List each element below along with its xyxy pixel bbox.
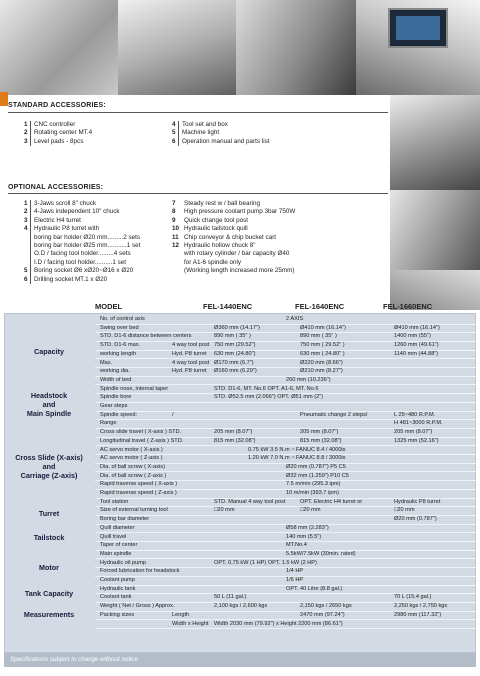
spec-label: Gear steps xyxy=(100,403,128,409)
list-item: 4 Tool set and box xyxy=(172,121,228,128)
spec-value-model-2: 5.5kW/7.5kW (30min. rated) xyxy=(286,550,356,557)
controller-photo xyxy=(356,0,480,95)
spec-value-model-2: Ø220 mm (8.66") xyxy=(300,359,343,366)
spec-sublabel: Width x Height xyxy=(172,620,209,627)
list-item: 4 Hydraulic P8 turret with xyxy=(24,225,100,233)
list-item: with rotary cylinder / bar capacity Ø40 xyxy=(184,250,290,258)
spec-value-model-2: □20 mm xyxy=(300,507,321,514)
controller-screen-icon xyxy=(388,8,448,48)
spec-value-model-2: Ø210 mm (8.27") xyxy=(300,368,343,375)
spec-value-model-2: STD. D1-6, MT. No.6 OPT. A1-6, MT. No.6 xyxy=(214,385,319,392)
list-item: for A1-6 spindle only xyxy=(184,258,242,266)
spec-label: Boring bar diameter xyxy=(100,516,150,523)
category-tailstock: Tailstock xyxy=(33,533,65,542)
list-item: 3 Electric H4 turret xyxy=(24,216,81,224)
spec-value-model-1: Ø170 mm (6.7") xyxy=(214,359,254,366)
list-item: 6 Operation manual and parts list xyxy=(172,137,270,145)
spec-value-model-1: 815 mm (32.08") xyxy=(214,437,256,444)
list-item: 12 Hydraulic hollow chuck 8" xyxy=(172,242,256,250)
spec-sublabel: Hyd. P8 turret xyxy=(172,368,207,375)
model-label: MODEL xyxy=(95,302,123,311)
spec-value-model-3: 1325 mm (52.16") xyxy=(394,437,439,444)
list-item: boring bar holder Ø20 mm.........2 sets xyxy=(24,234,140,242)
spec-label: Packing sizes xyxy=(100,611,135,618)
list-item: I.D / facing tool holder..........1 set xyxy=(24,259,140,267)
spec-value-model-1: 205 mm (8.07") xyxy=(214,429,253,436)
category-motor: Motor xyxy=(39,563,59,572)
accessory-photo-2 xyxy=(390,190,480,270)
list-item: 2 Rotating center MT.4 xyxy=(24,129,93,137)
spec-label: Spindle nose, internal taper xyxy=(100,385,169,392)
spec-label: Taper of center xyxy=(100,542,138,549)
spec-value-model-2: STD. Ø52.5 mm (2.066") OPT. Ø51 mm (2") xyxy=(214,394,324,401)
optional-accessories-rule xyxy=(8,193,388,194)
spec-value-model-1: 890 mm ( 35" ) xyxy=(214,333,251,340)
spec-value-model-2: Ø32 mm (1.259") P10 C5 xyxy=(286,472,349,479)
spec-value-model-2: Pneumatic change 2 steps/ xyxy=(300,411,368,418)
spec-value-model-1: 750 mm (29.52") xyxy=(214,342,256,349)
standard-accessories-rule xyxy=(8,112,388,113)
model-1: FEL-1440ENC xyxy=(203,302,253,311)
spec-value-model-2: 1.20 kW 7.0 N.m ~ FANUC 8.8 / 3000is xyxy=(248,455,346,462)
spec-value-model-3: Ø410 mm (16.14") xyxy=(394,324,440,331)
spec-label: STD. D1-6 max. xyxy=(100,342,141,349)
spec-label: STD. D1-6 distance between centers xyxy=(100,333,192,340)
table-row-divider xyxy=(95,628,476,629)
spec-value-model-3: H 481~3000 R.P.M. xyxy=(394,420,443,427)
footer-note: Specifications subject to change without notice xyxy=(4,653,476,667)
spec-value-model-2: 205 mm (8.07") xyxy=(300,429,339,436)
spec-value-model-1: STD. Manual 4 way tool post xyxy=(214,498,286,505)
spec-value-model-2: OPT. Electric H4 turret or xyxy=(300,498,363,505)
list-item: 6 Drilling socket MT.1 x Ø20 xyxy=(24,275,108,283)
standard-list-right xyxy=(172,121,270,146)
lathe-photo-3 xyxy=(236,0,356,95)
spec-label: Coolant tank xyxy=(100,594,132,601)
category-cross-slide: Cross Slide (X-axis) and Carriage (Z-axis) xyxy=(15,453,83,480)
spec-label: Longitudinal travel ( Z-axis ) STD. xyxy=(100,437,184,444)
spec-value-model-1: 50 L (11 gal.) xyxy=(214,594,247,601)
spec-value-model-2: 815 mm (32.08") xyxy=(300,437,342,444)
spec-value-model-2: 2 AXIS xyxy=(286,316,304,322)
spec-label: Quill travel xyxy=(100,533,127,540)
category-turret: Turret xyxy=(38,509,60,518)
spec-value-model-3: 70 L (15.4 gal.) xyxy=(394,594,432,601)
list-item: 5 Machine light xyxy=(172,129,220,137)
spec-label: Cross slide travel ( X-axis ) STD. xyxy=(100,429,182,436)
list-item: 7 Steady rest w / ball bearing xyxy=(172,200,260,207)
standard-accessories-title: STANDARD ACCESSORIES: xyxy=(8,102,106,109)
list-item: 11 Chip conveyor & chip bucket cart xyxy=(172,233,277,241)
lathe-photo-2 xyxy=(118,0,236,95)
spec-value-model-2: 890 mm ( 35" ) xyxy=(300,333,337,340)
spec-label: Dia. of ball screw ( X-axis) xyxy=(100,463,165,470)
spec-label: Hydraulic oil pump xyxy=(100,559,147,566)
lathe-photo-1 xyxy=(0,0,118,95)
list-item: O.D / facing tool holder.........4 sets xyxy=(24,250,140,258)
spec-sublabel: Length xyxy=(172,611,190,618)
product-photo-strip xyxy=(0,0,480,95)
optional-accessories-title: OPTIONAL ACCESSORIES: xyxy=(8,184,104,191)
spec-label: Spindle bore xyxy=(100,394,132,401)
list-item: (Working length increased more 25mm) xyxy=(184,267,295,275)
spec-value-model-1: 630 mm (24.80") xyxy=(214,350,256,357)
spec-value-model-2: 10 m/min (393.7 ipm) xyxy=(286,490,339,496)
model-3: FEL-1660ENC xyxy=(383,302,433,311)
spec-value-model-3: Hydraulic P8 turret xyxy=(394,498,441,505)
model-2: FEL-1640ENC xyxy=(295,302,345,311)
spec-value-model-1: Ø360 mm (14.17") xyxy=(214,324,260,331)
list-item: 5 Boring socket Ø6 xØ20~Ø16 x Ø20 xyxy=(24,267,134,275)
spec-value-model-2: 2,150 kgs / 2650 kgs xyxy=(300,603,352,610)
spec-label: AC servo motor ( Z-axis ) xyxy=(100,455,163,462)
spec-value-model-1: □20 mm xyxy=(214,507,235,514)
spec-label: Rapid traverse speed ( Z-axis ) xyxy=(100,490,177,496)
list-item: 1 CNC controller xyxy=(24,121,76,128)
spec-label: AC servo motor ( X-axis ) xyxy=(100,446,163,453)
spec-label: working length xyxy=(100,350,137,357)
spec-sublabel: / xyxy=(172,411,174,418)
spec-value-model-2: 2470 mm (97.24") xyxy=(300,611,345,618)
spec-label: Swing over bed xyxy=(100,324,139,331)
spec-value-model-3: 205 mm (8.07") xyxy=(394,429,433,436)
spec-label: No. of control axis xyxy=(100,316,145,322)
standard-list-left xyxy=(24,121,92,146)
spec-value-model-2: 1/6 HP xyxy=(286,577,304,583)
spec-value-model-3: 2,250 kgs / 2,750 kgs xyxy=(394,603,448,610)
spec-value-model-3: □20 mm xyxy=(394,507,415,514)
spec-value-model-2: Ø410 mm (16.14") xyxy=(300,324,346,331)
accent-bar xyxy=(0,92,8,106)
category-tank: Tank Capacity xyxy=(24,589,74,598)
optional-list-left xyxy=(24,200,140,284)
spec-label: Width of bed xyxy=(100,376,132,383)
spec-label: working dia. xyxy=(100,368,130,375)
spec-value-model-2: OPT. 40 Litre (8.8 gal.) xyxy=(286,585,343,592)
spec-label: Rapid traverse speed ( X-axis ) xyxy=(100,481,178,488)
spec-value-model-3: Ø20 mm (0.787") xyxy=(394,516,437,523)
spec-value-model-2: OPT. 0.75 kW (1 HP) OPT. 1.5 kW (2 HP) xyxy=(214,559,317,566)
spec-label: Coolant pump xyxy=(100,577,135,583)
spec-label: Spindle speed: xyxy=(100,411,138,418)
spec-label: Quill diameter xyxy=(100,524,135,531)
spec-value-model-2: 630 mm ( 24.80" ) xyxy=(300,350,345,357)
table-row-divider xyxy=(95,367,476,368)
spec-value-model-2: 0.75 kW 3.5 N.m ~ FANUC 8.4 / 4000is xyxy=(248,446,346,453)
spec-value-model-2: Width 2030 mm (79.92") x Height 2200 mm (86.61") xyxy=(214,620,343,627)
accessory-photo-1 xyxy=(390,95,480,190)
spec-label: Forced lubrication for headstock xyxy=(100,568,180,575)
spec-value-model-2: 140 mm (5.5") xyxy=(286,533,322,540)
spec-label: Main spindle xyxy=(100,550,132,557)
category-measurements: Measurements xyxy=(23,610,75,619)
list-item: 9 Quick change tool post xyxy=(172,216,249,224)
spec-value-model-2: Ø20 mm (0.787") P5 C5 xyxy=(286,463,346,470)
spec-label: Size of external turning tool xyxy=(100,507,168,514)
spec-value-model-2: 1/4 HP xyxy=(286,568,304,575)
list-item: 3 Level pads - 8pcs xyxy=(24,137,84,145)
spec-value-model-1: Ø160 mm (6.29") xyxy=(214,368,257,375)
spec-label: Dia. of ball screw ( Z-axis ) xyxy=(100,472,167,479)
spec-sublabel: 4 way tool post xyxy=(172,359,210,366)
spec-value-model-3: L 25~480 R.P.M. xyxy=(394,411,436,418)
category-capacity: Capacity xyxy=(34,347,64,356)
list-item: 2 4-Jaws independent 10" chuck xyxy=(24,208,120,216)
spec-label: Tool station xyxy=(100,498,129,505)
table-row-divider xyxy=(95,358,476,359)
list-item: 10 Hydraulic tailstock quill xyxy=(172,225,248,233)
spec-label: Max. xyxy=(100,359,113,366)
spec-value-model-2: Ø58 mm (2.283") xyxy=(286,524,329,531)
optional-list-right xyxy=(172,200,295,276)
spec-value-model-2: MT.No.4 xyxy=(286,542,307,549)
list-item: 8 High pressure coolant pump 3bar 750W xyxy=(172,208,296,216)
spec-value-model-3: 1140 mm (44.88") xyxy=(394,350,439,357)
spec-value-model-2: 260 mm (10.236") xyxy=(286,376,331,383)
table-row-divider xyxy=(95,402,476,403)
spec-label: Weight ( Net / Gross ) Approx. xyxy=(100,603,175,610)
spec-value-model-3: 2980 mm (117.32") xyxy=(394,611,442,618)
spec-sublabel: Hyd. P8 turret xyxy=(172,350,207,357)
spec-value-model-1: 2,100 kgs / 2,600 kgs xyxy=(214,603,268,610)
spec-value-model-2: 750 mm ( 29.52" ) xyxy=(300,342,345,349)
spec-value-model-2: 7.5 m/min (295.3 ipm) xyxy=(286,481,341,488)
spec-label: Range xyxy=(100,420,117,427)
list-item: boring bar holder Ø25 mm...........1 set xyxy=(24,242,140,250)
category-headstock: Headstock and Main Spindle xyxy=(26,391,72,418)
spec-value-model-3: 1400 mm (55") xyxy=(394,333,431,340)
spec-label: Hydraulic tank xyxy=(100,585,136,592)
spec-sublabel: 4 way tool post xyxy=(172,342,210,349)
list-item: 1 3-Jaws scroll 8" chuck xyxy=(24,200,97,207)
spec-value-model-3: 1260 mm (49.61") xyxy=(394,342,439,349)
